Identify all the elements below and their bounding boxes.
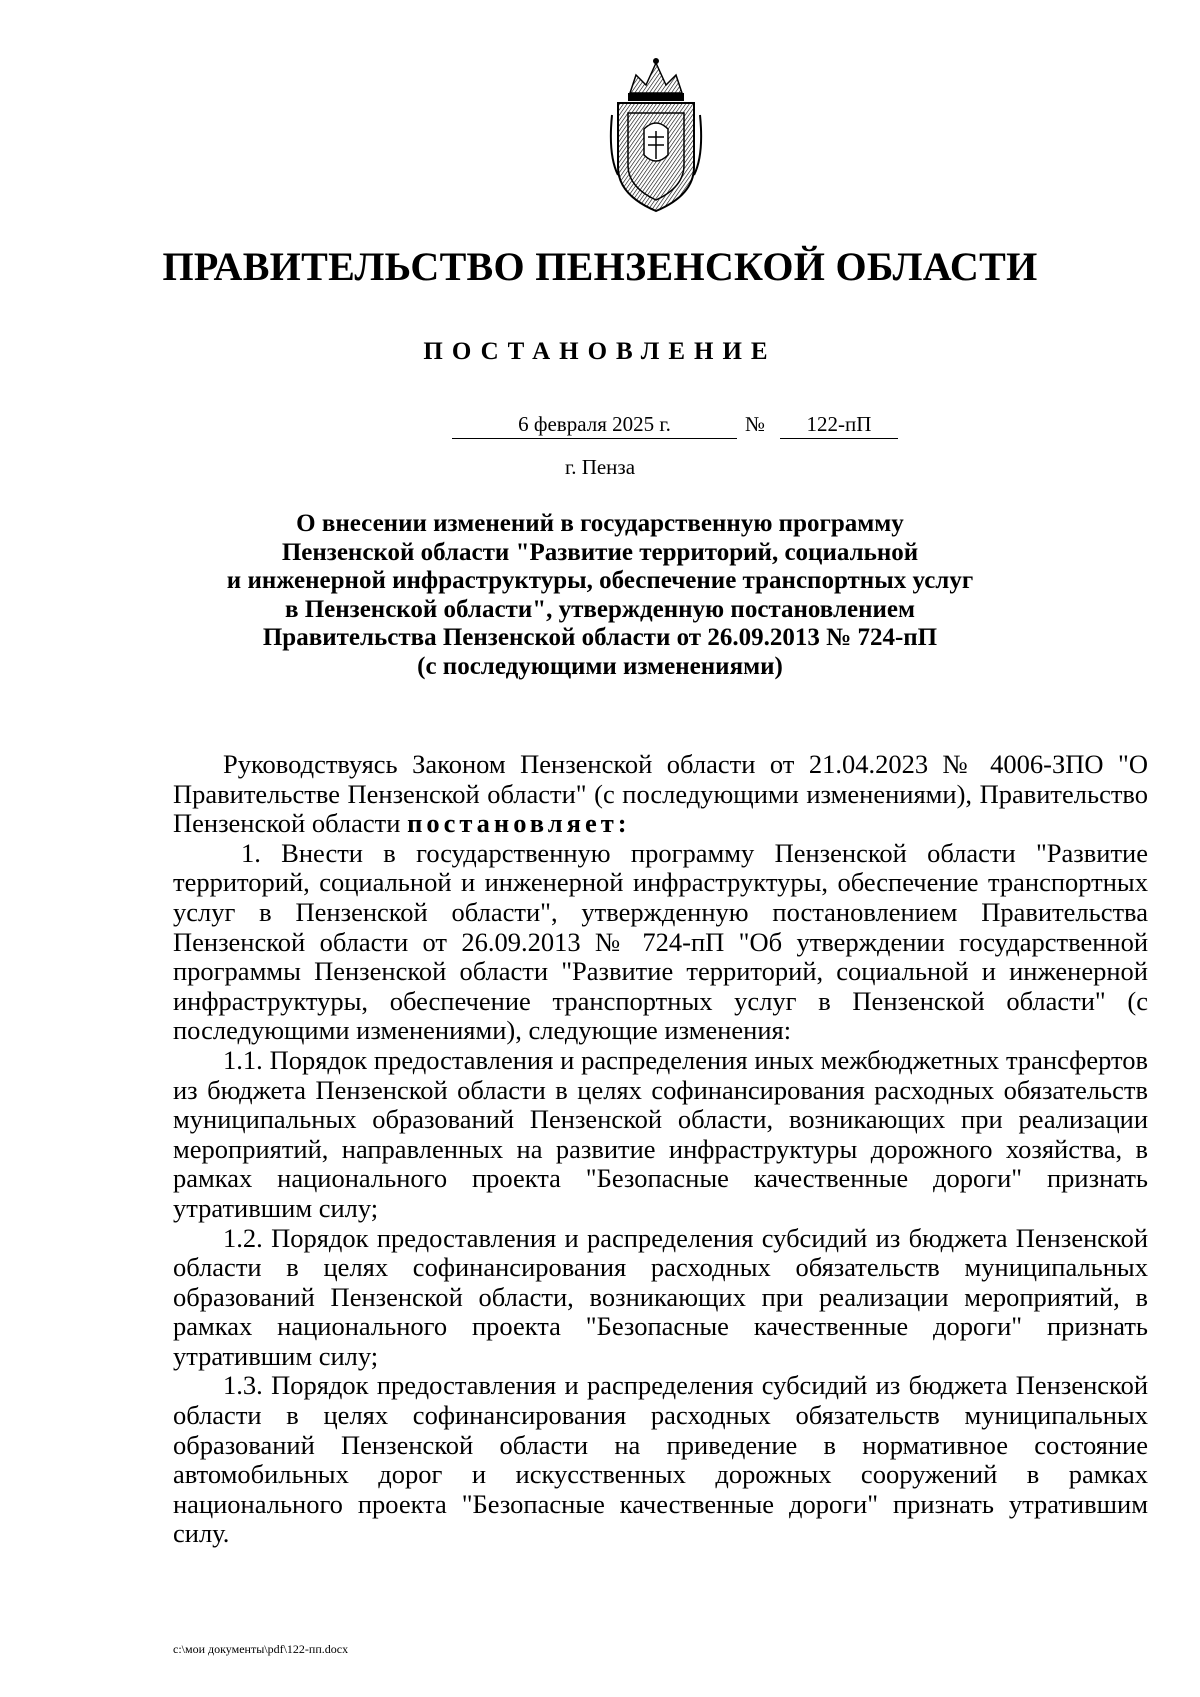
decree-date: 6 февраля 2025 г.	[452, 412, 737, 439]
city: г. Пенза	[564, 455, 636, 479]
number-sign: №	[745, 412, 766, 436]
subject-line: в Пензенской области", утвержденную постановлением	[284, 595, 916, 623]
preamble-text: Руководствуясь Законом Пензенской области от 21.04.2023 № 4006-ЗПО "О Правительстве Пензенской области" (с последующими изменениями), Правительство Пензенской области	[173, 749, 1148, 839]
penza-coat-of-arms-icon	[606, 55, 706, 215]
subject-line: О внесении изменений в государственную программу	[296, 510, 904, 537]
subject-line: Пензенской области "Развитие территорий, социальной	[281, 538, 919, 566]
paragraph-1: 1. Внести в государственную программу Пензенской области "Развитие территорий, социальной и инженерной инфраструктуры, обеспечение транспортных услуг в Пензенской области", утвержденную постановлением Правительства Пензенской области от 26.09.2013 № 724-пП "Об утверждении государственной программы Пензенской области "Развитие территорий, социальной и инженерной инфраструктуры, обеспечение транспортных услуг в Пензенской области" (с последующими изменениями), следующие изменения:	[173, 837, 1148, 1046]
subject-line: и инженерной инфраструктуры, обеспечение транспортных услуг	[226, 567, 974, 594]
preamble-paragraph	[173, 750, 1148, 839]
decree-number: 122-пП	[780, 412, 898, 439]
decree-title: ПОСТАНОВЛЕНИЕ	[423, 338, 777, 365]
decree-body	[173, 750, 1148, 1549]
date-number-line	[0, 412, 1200, 448]
decree-subject	[150, 510, 1050, 681]
decides-word: постановляет:	[407, 808, 631, 839]
footer-file-path: c:\мои документы\pdf\122-пп.docx	[173, 1642, 349, 1656]
paragraph-1-1: 1.1. Порядок предоставления и распределения иных межбюджетных трансфертов из бюджета Пензенской области в целях софинансирования расходных обязательств муниципальных образований Пензенской области, возникающих при реализации мероприятий, направленных на развитие инфраструктуры дорожного хозяйства, в рамках национального проекта "Безопасные качественные дороги" признать утратившим силу;	[173, 1044, 1148, 1223]
government-title: ПРАВИТЕЛЬСТВО ПЕНЗЕНСКОЙ ОБЛАСТИ	[162, 244, 1038, 289]
subject-line: Правительства Пензенской области от 26.09.2013 № 724-пП	[262, 624, 938, 651]
paragraph-1-2: 1.2. Порядок предоставления и распределения субсидий из бюджета Пензенской области в целях софинансирования расходных обязательств муниципальных образований Пензенской области, возникающих при реализации мероприятий, в рамках национального проекта "Безопасные качественные дороги" признать утратившим силу;	[173, 1222, 1148, 1371]
subject-line: (с последующими изменениями)	[417, 652, 783, 680]
paragraph-1-3: 1.3. Порядок предоставления и распределения субсидий из бюджета Пензенской области в целях софинансирования расходных обязательств муниципальных образований Пензенской области на приведение в нормативное состояние автомобильных дорог и искусственных дорожных сооружений в рамках национального проекта "Безопасные качественные дороги" признать утратившим силу.	[173, 1370, 1148, 1549]
